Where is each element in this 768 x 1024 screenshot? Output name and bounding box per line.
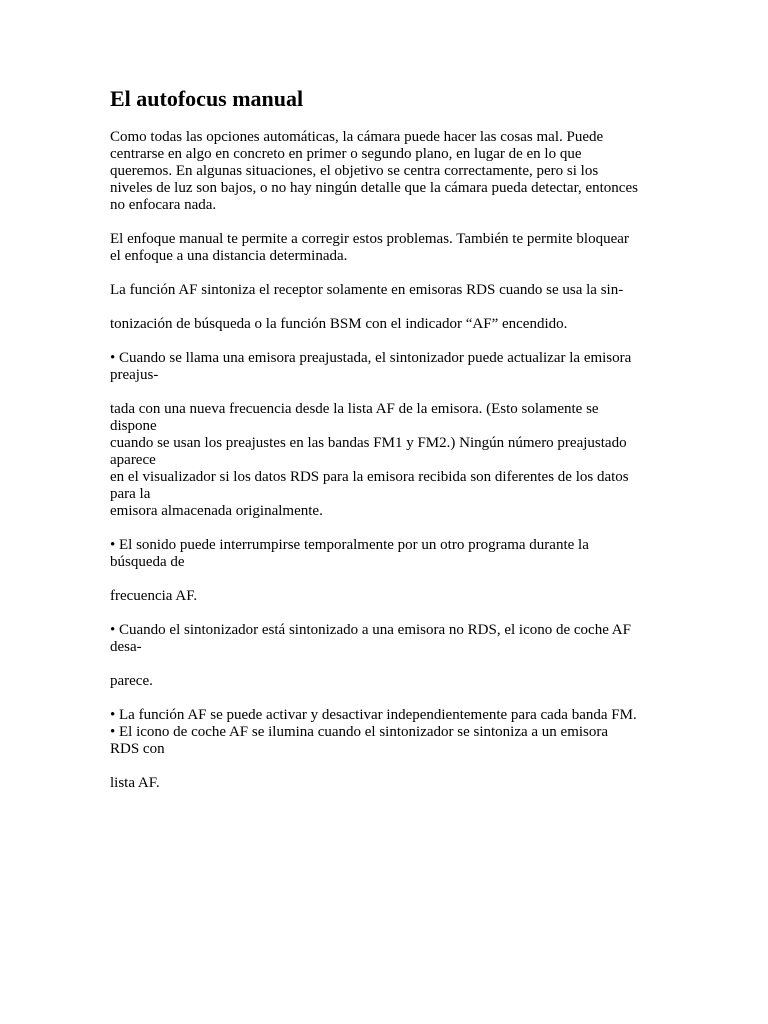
text-line: El enfoque manual te permite a corregir estos problemas. También te permite bloquear [110,231,629,247]
document-page [110,86,670,809]
paragraph-intro [110,129,670,214]
text-line: niveles de luz son bajos, o no hay ningún detalle que la cámara pueda detectar, entonces [110,180,638,196]
text-line: Como todas las opciones automáticas, la cámara puede hacer las cosas mal. Puede [110,129,604,145]
document-title: El autofocus manual [110,86,304,111]
paragraph-af-function [110,282,670,299]
text-line: desa- [110,639,142,655]
text-line: parece. [110,673,153,689]
text-line: para la [110,486,151,502]
text-line: • Cuando se llama una emisora preajustada, el sintonizador puede actualizar la emisora [110,350,632,366]
text-line: el enfoque a una distancia determinada. [110,248,348,264]
text-line: RDS con [110,741,165,757]
text-line: La función AF sintoniza el receptor solamente en emisoras RDS cuando se usa la sin- [110,282,624,298]
paragraph-bullet-sound [110,537,670,571]
text-line: no enfocara nada. [110,197,217,213]
text-line: en el visualizador si los datos RDS para la emisora recibida son diferentes de los datos [110,469,629,485]
paragraph-manual-focus [110,231,670,265]
paragraph-bullets-af-toggle-cont [110,775,670,792]
text-line: emisora almacenada originalmente. [110,503,323,519]
text-line: • El sonido puede interrumpirse temporalmente por un otro programa durante la [110,537,589,553]
text-line: tonización de búsqueda o la función BSM con el indicador “AF” encendido. [110,316,568,332]
paragraph-bullet-preset-cont [110,401,670,520]
paragraph-bullets-af-toggle [110,707,670,758]
text-line: • La función AF se puede activar y desactivar independientemente para cada banda FM. [110,707,637,723]
paragraph-bullet-icon-disappears [110,622,670,656]
text-line: tada con una nueva frecuencia desde la lista AF de la emisora. (Esto solamente se [110,401,599,417]
text-line: dispone [110,418,157,434]
paragraph-bullet-icon-disappears-cont [110,673,670,690]
paragraph-bullet-sound-cont [110,588,670,605]
text-line: • El icono de coche AF se ilumina cuando el sintonizador se sintoniza a un emisora [110,724,609,740]
text-line: cuando se usan los preajustes en las bandas FM1 y FM2.) Ningún número preajustado [110,435,627,451]
text-line: centrarse en algo en concreto en primer o segundo plano, en lugar de en lo que [110,146,582,162]
text-line: frecuencia AF. [110,588,198,604]
paragraph-af-function-cont [110,316,670,333]
text-line: • Cuando el sintonizador está sintonizado a una emisora no RDS, el icono de coche AF [110,622,631,638]
text-line: preajus- [110,367,159,383]
text-line: lista AF. [110,775,160,791]
text-line: búsqueda de [110,554,185,570]
text-line: queremos. En algunas situaciones, el objetivo se centra correctamente, pero si los [110,163,599,179]
paragraph-bullet-preset [110,350,670,384]
text-line: aparece [110,452,156,468]
